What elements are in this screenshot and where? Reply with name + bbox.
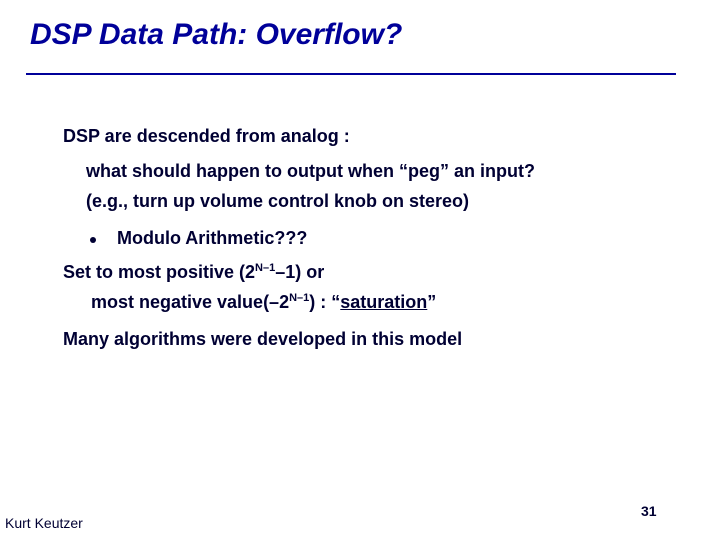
body-line-2: what should happen to output when “peg” an input? [86,161,535,181]
sat1-pre: Set to most positive (2 [63,262,256,282]
sat1-exponent: N–1 [255,262,276,274]
body-line-many-algorithms: Many algorithms were developed in this model [63,329,463,349]
body-line-3: (e.g., turn up volume control knob on stereo) [86,191,470,211]
slide-title: DSP Data Path: Overflow? [30,18,403,51]
sat2-post: ” [427,292,437,312]
saturation-term: saturation [340,292,428,312]
sat2-pre: most negative value(–2 [91,292,290,312]
footer-author: Kurt Keutzer [5,515,83,531]
body-line-1: DSP are descended from analog : [63,126,350,146]
saturation-line-2 [91,292,436,313]
bullet-modulo-arithmetic: Modulo Arithmetic??? [117,228,308,248]
sat2-mid: ) : “ [309,292,341,312]
sat1-post: –1) or [275,262,325,282]
saturation-line-1 [63,262,324,283]
page-number: 31 [641,503,657,519]
bullet-dot [90,237,96,243]
title-divider [26,73,676,75]
sat2-exponent: N–1 [289,292,310,304]
